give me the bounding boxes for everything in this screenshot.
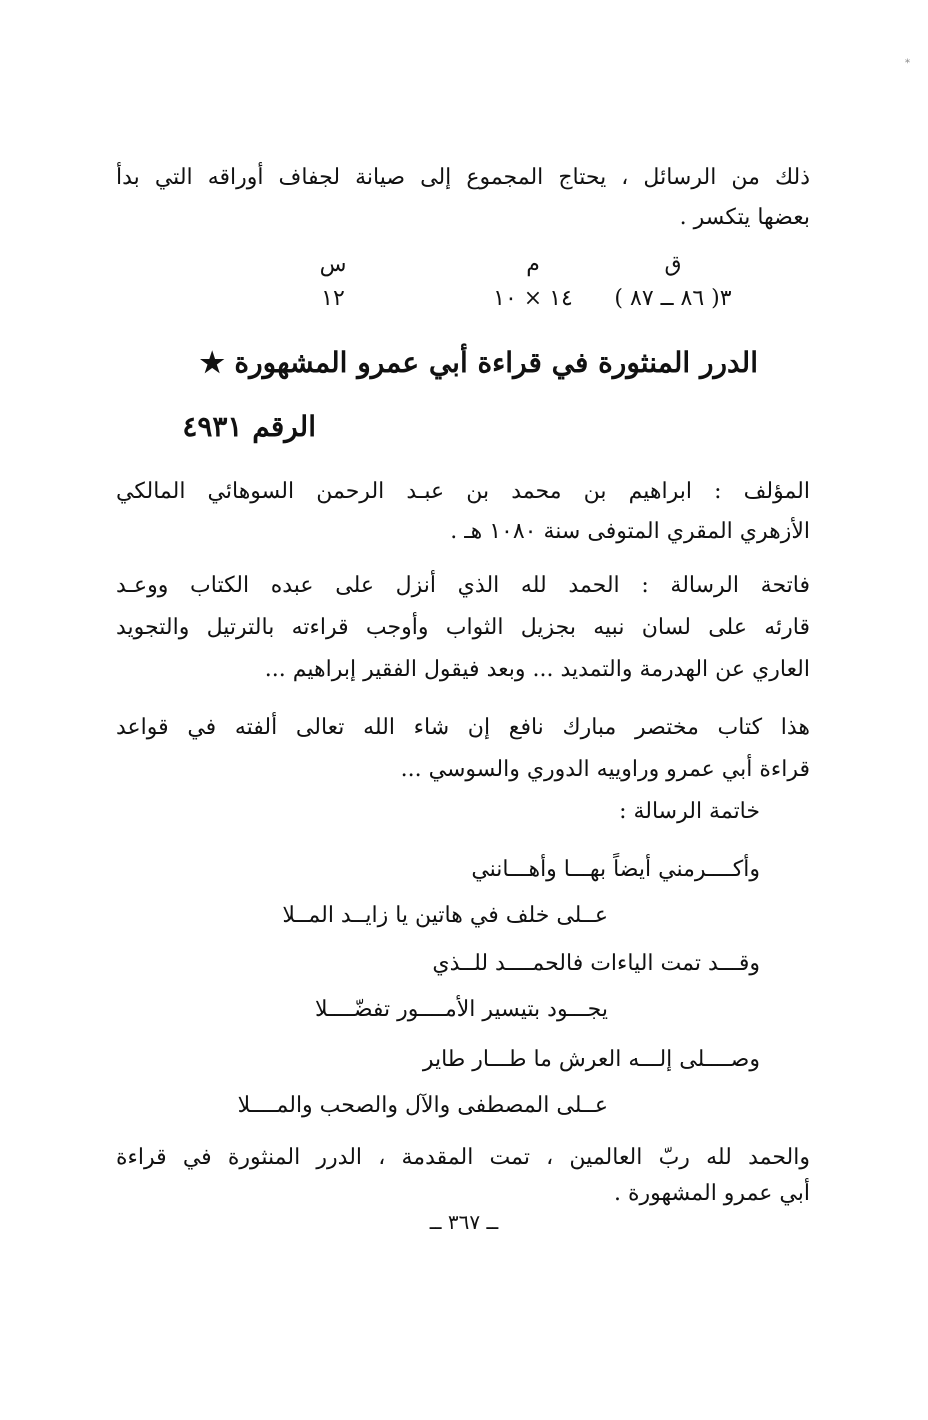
verse-3-first: وصــــلى إلـــه العرش ما طـــار طاير <box>422 1047 760 1072</box>
catalog-q-value: ٣( ٨٦ ــ ٨٧ ) <box>614 286 732 311</box>
catalog-col-s <box>258 248 408 316</box>
catalog-table <box>248 248 748 328</box>
catalog-s-label: س <box>319 252 347 277</box>
verse-2-first: وقـــد تمت الياءات فالحمــــد للــذي <box>432 951 760 976</box>
description-line-1: هذا كتاب مختصر مبارك نافع إن شاء الله تعالى ألفته في قواعد <box>116 715 810 740</box>
page-number: ــ ٣٦٧ ــ <box>429 1210 499 1234</box>
catalog-col-q <box>598 248 748 316</box>
closing-label: خاتمة الرسالة : <box>619 799 760 824</box>
verse-3-second: عــلى المصطفى والآل والصحب والمــــلا <box>237 1093 608 1118</box>
opening-line-3: العاري عن الهدرمة والتمديد ... وبعد فيقول الفقير إبراهيم ... <box>264 657 810 682</box>
final-line-1: والحمد لله ربّ العالمين ، تمت المقدمة ، الدرر المنثورة في قراءة <box>116 1145 810 1170</box>
entry-title: الدرر المنثورة في قراءة أبي عمرو المشهورة ★ <box>199 346 758 379</box>
opening-line-2: قارئه على لسان نبيه بجزيل الثواب وأوجب قراءته بالترتيل والتجويد <box>116 615 810 640</box>
catalog-m-value: ١٤ × ١٠ <box>493 286 573 311</box>
catalog-q-label: ق <box>664 252 682 277</box>
entry-number: الرقم ٤٩٣١ <box>182 410 316 443</box>
verse-1-first: وأكــــرمني أيضاً بهـــا وأهـــانني <box>471 857 760 882</box>
intro-line-1: ذلك من الرسائل ، يحتاج المجموع إلى صيانة لجفاف أوراقه التي بدأ <box>116 165 810 190</box>
catalog-m-label: م <box>526 252 540 277</box>
verse-2-second: يجـــود بتيسير الأمــــور تفضّــــلا <box>314 997 608 1022</box>
description-line-2: قراءة أبي عمرو وراوييه الدوري والسوسي ... <box>400 757 810 782</box>
intro-line-2: بعضها يتكسر . <box>679 205 810 230</box>
corner-mark: * <box>905 58 910 69</box>
catalog-col-m <box>458 248 608 316</box>
catalog-s-value: ١٢ <box>321 286 345 311</box>
verse-1-second: عــلى خلف في هاتين يا زايــد المــلا <box>282 903 608 928</box>
author-line-1: المؤلف : ابراهيم بن محمد بن عبـد الرحمن السوهائي المالكي <box>116 479 810 504</box>
opening-line-1: فاتحة الرسالة : الحمد لله الذي أنزل على عبده الكتاب ووعـد <box>116 573 810 598</box>
author-line-2: الأزهري المقري المتوفى سنة ١٠٨٠ هـ . <box>450 519 810 544</box>
final-line-2: أبي عمرو المشهورة . <box>614 1181 810 1206</box>
